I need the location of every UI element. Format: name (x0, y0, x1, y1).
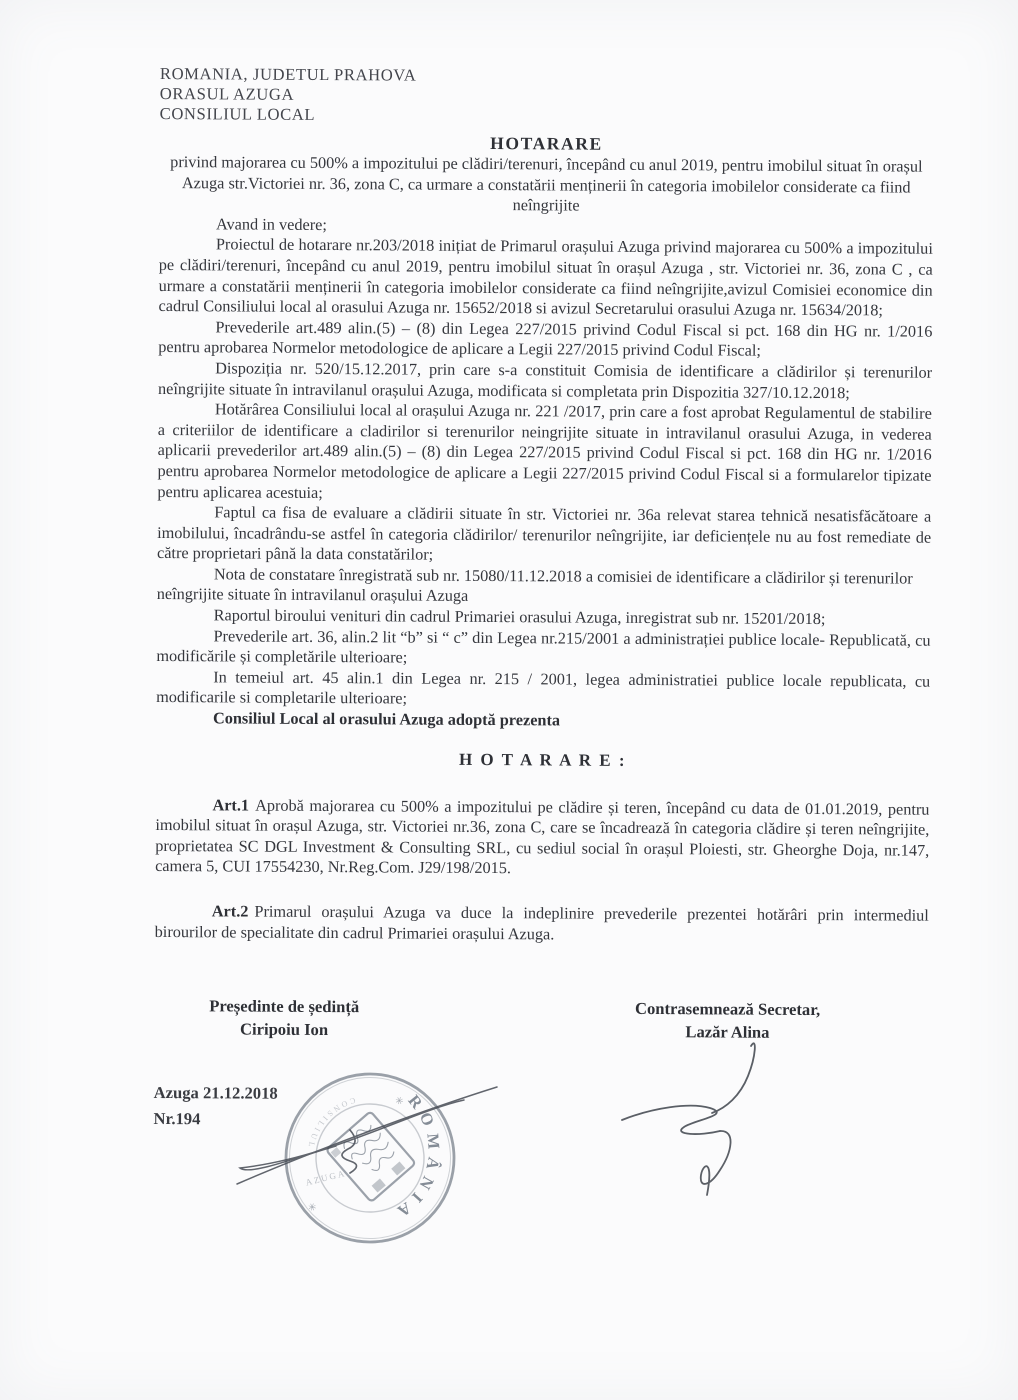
secretary-signature-block (635, 997, 821, 1044)
footer-block (153, 1080, 927, 1137)
stamp-star-top: ✳ (393, 1095, 405, 1109)
article-1-label: Art.1 (212, 794, 250, 815)
issuer-header (160, 64, 934, 129)
decision-heading: H O T A R A R E : (458, 749, 627, 770)
issuer-council: CONSILIUL LOCAL (159, 103, 316, 124)
decision-number: Nr.194 (153, 1109, 201, 1129)
article-2 (155, 901, 929, 947)
recital-art45: In temeiul art. 45 alin.1 din Legea nr. 215 / 2001, legea administratiei publice locale republicata, cu modificarile si completarile ulterioare; (156, 667, 931, 708)
article-2-text: Primarul orașului Azuga va duce la indeplinire prevederile prezentei hotărâri prin intermediul birourilor de specialitate din cadrul Primariei orașului Azuga. (154, 901, 929, 944)
document-content (153, 64, 934, 1137)
recital-evaluation-sheet: Faptul ca fisa de evaluare a clădirii situate în str. Victoriei nr. 36a relevat starea tehnică nesatisfăcătoare a imobilului, încadrându-se astfel în categoria clădirilor/ terenurilor neîngrijite, iar deficiențele nu au fost remediate de către proprietari până la data constatărilor; (156, 502, 932, 564)
document-title: HOTARARE (490, 133, 603, 154)
place-and-date: Azuga 21.12.2018 (153, 1083, 278, 1103)
signature-row (154, 994, 928, 1045)
article-1-text: Aprobă majorarea cu 500% a impozitului pe clădire și teren, începând cu data de 01.01.2019, pentru imobilul situat în orașul Azuga, str. Victoriei nr.36, zona C, care se încadrează în categoria clădire și teren neîngrijite, proprietatea SC DGL Investment & Consulting SRL, cu sediul social în orașul Ploiesti, str. Gheorghe Doja, nr.147, camera 5, CUI 17554230, Nr.Reg.Com. J29/198/2015. (155, 795, 930, 878)
president-role: Președinte de ședință (209, 996, 360, 1017)
article-2-label: Art.2 (211, 901, 249, 921)
preamble-intro: Avand in vedere; (215, 214, 328, 234)
secretary-role: Contrasemnează Secretar, (634, 999, 821, 1020)
recital-law-215: Prevederile art. 36, alin.2 lit “b” si “ c” din Legea nr.215/2001 a administrației publice locale- Republicată, cu modificările și completările ulterioare; (156, 625, 931, 667)
recital-fiscal-code: Prevederile art.489 alin.(5) – (8) din Legea 227/2015 privind Codul Fiscal si pct. 168 din HG nr. 1/2016 pentru aprobarea Normelor metodologice de aplicare a Legii 227/2015 privind Codul Fiscal; (158, 317, 933, 361)
stamp-country-text: ROMÂNIA (388, 1091, 445, 1225)
president-name: Ciripoiu Ion (239, 1019, 329, 1040)
president-signature-block (209, 995, 359, 1042)
secretary-name: Lazăr Alina (685, 1022, 770, 1042)
document-subtitle: privind majorarea cu 500% a impozitului pe clădiri/terenuri, începând cu anul 2019, pentru imobilul situat în orașul Azuga str.Victoriei nr. 36, zona C, ca urmare a constatării menținerii în categoria imobilelor considerate ca fiind neîngrijite (170, 152, 923, 215)
recital-project: Proiectul de hotarare nr.203/2018 inițiat de Primarul orașului Azuga privind majorarea cu 500% a impozitului pe clădiri/terenuri, începând cu anul 2019, pentru imobilul situat în orașul Azuga , str. Victoriei nr. 36, zona C , ca urmare a constatării menținerii în categoria imobilelor considerate ca fiind neîngrijite,avizul Comisiei economice din cadrul Consiliului local al orasului Azuga nr. 15652/2018 si avizul Secretarului orasului Azuga nr. 15634/2018; (158, 234, 933, 320)
article-1 (155, 795, 929, 882)
stamp-star-bottom: ✳ (306, 1201, 318, 1215)
stamp-city-text: AZUGA (304, 1167, 348, 1188)
stamp-ring-text: CONSILIUL LOCAL (305, 1095, 377, 1162)
issuer-country-county: ROMANIA, JUDETUL PRAHOVA (159, 64, 417, 85)
recital-decision-221: Hotărârea Consiliului local al orașului Azuga nr. 221 /2017, prin care a fost aprobat Regulamentul de stabilire a criteriilor de identificare a cladirilor si terenurilor neingrijite situate in intravilanul orasului Azuga, in vederea aplicarii prevederilor art.489 alin.(5) – (8) din Legea 227/2015 privind Codul Fiscal si pct. 168 din HG nr. 1/2016 pentru aprobarea Normelor metodologice de aplicare a Legii 227/2015 privind Codul Fiscal si a formularelor tipizate pentru aplicarea acestuia; (157, 399, 932, 502)
issuer-town: ORASUL AZUGA (159, 83, 295, 104)
recital-finding-note: Nota de constatare înregistrată sub nr. 15080/11.12.2018 a comisiei de identificare a clădirilor și terenurilor neîngrijite situate în intravilanul orașului Azuga (156, 564, 913, 606)
recital-revenue-report: Raportul biroului venituri din cadrul Primariei orasului Azuga, inregistrat sub nr. 15201/2018; (213, 605, 826, 629)
recital-disposition-520: Dispoziția nr. 520/15.12.2017, prin care s-a constituit Comisia de identificare a clădirilor și terenurilor neîngrijite situate în intravilanul orașului Azuga, modificata si completata prin Dispozitia 327/10.12.2018; (157, 358, 933, 402)
adoption-line: Consiliul Local al orasului Azuga adoptă prezenta (212, 708, 561, 730)
